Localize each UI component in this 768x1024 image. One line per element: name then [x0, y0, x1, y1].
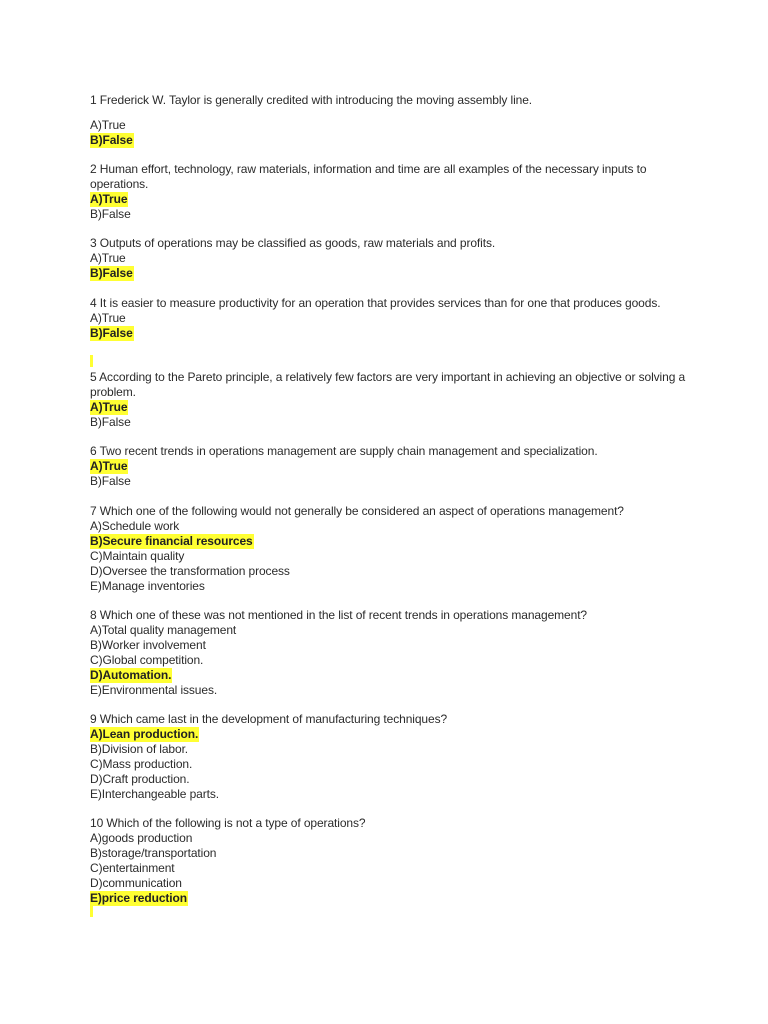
question-stem: 3 Outputs of operations may be classified as goods, raw materials and profits. — [90, 236, 496, 250]
answer-option: C)Global competition. — [90, 653, 204, 667]
answer-option: A)True — [90, 311, 126, 325]
answer-option: D)Craft production. — [90, 772, 190, 786]
answer-option: B)False — [90, 474, 131, 488]
answer-option: D)Oversee the transformation process — [90, 564, 290, 578]
answer-option: A)Schedule work — [90, 519, 180, 533]
answer-option: C)Maintain quality — [90, 549, 185, 563]
correct-answer-option: B)False — [90, 133, 133, 147]
answer-option: B)False — [90, 415, 131, 429]
question-2 — [90, 162, 690, 222]
question-10 — [90, 816, 690, 906]
answer-option: E)Manage inventories — [90, 579, 205, 593]
correct-answer-option: B)Secure financial resources — [90, 534, 253, 548]
correct-answer-option: E)price reduction — [90, 891, 187, 905]
question-8 — [90, 608, 690, 698]
correct-answer-option: A)True — [90, 400, 128, 414]
correct-answer-option: A)Lean production. — [90, 727, 199, 741]
answer-option: C)entertainment — [90, 861, 175, 875]
answer-option: A)True — [90, 118, 126, 132]
answer-option: A)True — [90, 251, 126, 265]
answer-option: D)communication — [90, 876, 182, 890]
question-stem: 1 Frederick W. Taylor is generally credited with introducing the moving assembly line. — [90, 93, 533, 107]
answer-option: B)Division of labor. — [90, 742, 189, 756]
correct-answer-option: B)False — [90, 266, 133, 280]
answer-option: B)False — [90, 207, 131, 221]
question-stem: 6 Two recent trends in operations management are supply chain management and specialization. — [90, 444, 598, 458]
question-1 — [90, 93, 690, 148]
question-stem: 10 Which of the following is not a type of operations? — [90, 816, 366, 830]
question-4 — [90, 296, 690, 341]
answer-option: B)storage/transportation — [90, 846, 217, 860]
correct-answer-option: D)Automation. — [90, 668, 172, 682]
answer-option: A)goods production — [90, 831, 193, 845]
answer-option: C)Mass production. — [90, 757, 193, 771]
correct-answer-option: A)True — [90, 459, 128, 473]
question-6 — [90, 444, 690, 489]
question-3 — [90, 236, 690, 281]
answer-option: E)Interchangeable parts. — [90, 787, 220, 801]
answer-option: A)Total quality management — [90, 623, 237, 637]
question-stem: 8 Which one of these was not mentioned in the list of recent trends in operations management? — [90, 608, 587, 622]
correct-answer-option: B)False — [90, 326, 133, 340]
correct-answer-option: A)True — [90, 192, 128, 206]
question-stem: 5 According to the Pareto principle, a relatively few factors are very important in achieving an objective or solving a problem. — [90, 370, 686, 399]
question-9 — [90, 712, 690, 802]
question-stem: 2 Human effort, technology, raw materials, information and time are all examples of the necessary inputs to operations. — [90, 162, 647, 191]
question-5 — [90, 370, 690, 430]
answer-option: B)Worker involvement — [90, 638, 206, 652]
highlight-mark — [90, 355, 93, 367]
question-stem: 4 It is easier to measure productivity for an operation that provides services than for one that produces goods. — [90, 296, 661, 310]
answer-option: E)Environmental issues. — [90, 683, 218, 697]
question-stem: 7 Which one of the following would not generally be considered an aspect of operations management? — [90, 504, 624, 518]
question-7 — [90, 504, 690, 594]
highlight-mark — [90, 905, 93, 917]
question-stem: 9 Which came last in the development of manufacturing techniques? — [90, 712, 448, 726]
